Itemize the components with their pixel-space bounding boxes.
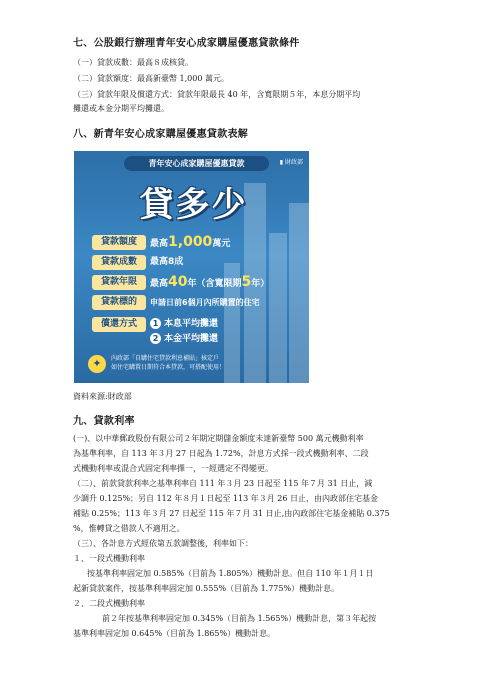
value-suffix: 年） [251, 279, 270, 289]
section7-item-3-cont: 攤還或本金分期平均攤還。 [73, 104, 169, 113]
repay-option-label: 本金平均攤還 [164, 334, 219, 344]
section7-item-2: （二）貸款額度：最高新臺幣 1,000 萬元。 [73, 74, 229, 83]
paragraph-line: 為基準利率，自 113 年３月 27 日起為 1.72%，計息方式採一段式機動利率、二段 [73, 449, 369, 458]
paragraph-line: 式機動利率或混合式固定利率擇一，一經選定不得變更。 [73, 464, 273, 473]
paragraph-line: %，惟轉貸之借款人不適用之。 [73, 524, 185, 533]
paragraph-line: （二）、前款貸款利率之基準利率自 111 年３月 23 日起至 115 年７月 31 日止，減 [73, 479, 373, 488]
info-row-value [150, 235, 230, 252]
paragraph-line: 補貼 0.25%；113 年３月 27 日起至 115 年７月 31 日止,由內政部住宅基金補貼 0.375 [73, 509, 390, 518]
infographic-title: 青年安心成家購屋優惠貸款 [124, 156, 269, 171]
repay-option [150, 317, 218, 332]
section7-item-1: （一）貸款成數：最高８成核貸。 [73, 58, 193, 67]
section7-heading: 七、公股銀行辦理青年安心成家購屋優惠貸款條件 [73, 38, 300, 49]
infographic-note [88, 353, 298, 375]
number-2-icon: 2 [150, 333, 161, 344]
paragraph-line: ２、二段式機動利率 [73, 599, 145, 608]
info-row-value [150, 275, 269, 292]
number-1-icon: 1 [150, 318, 161, 329]
value-suffix: 萬元 [212, 239, 231, 249]
lightbulb-icon: ✦ [88, 355, 106, 373]
value-highlight: 1,000 [168, 234, 213, 250]
paragraph-line: 基準利率固定加 0.645%（目前為 1.865%）機動計息。 [73, 629, 276, 638]
info-row-label: 貸款成數 [92, 255, 146, 270]
repay-option [150, 332, 218, 347]
ministry-logo-text: 財政部 [284, 159, 303, 166]
paragraph-line: (一)、以中華郵政股份有限公司２年期定期儲金額度未達新臺幣 500 萬元機動利率 [73, 434, 364, 443]
info-row-value: 申請日前6個月內所購置的住宅 [150, 298, 260, 307]
source-caption: 資料來源:財政部 [73, 392, 132, 401]
value-highlight: 5 [241, 274, 252, 290]
info-row-label: 償還方式 [92, 317, 146, 332]
info-row-value: 最高8成 [150, 257, 184, 267]
note-line-1: 內政部「自購住宅貸款利息補貼」核定戶 [111, 355, 220, 362]
building-icon: ▮ [279, 159, 284, 166]
info-row-label: 貸款年限 [92, 275, 146, 290]
value-highlight: 40 [168, 274, 188, 290]
note-line-2: 如住宅購置日期符合本貸款，可搭配使用！ [111, 364, 226, 371]
info-row-label: 貸款標的 [92, 295, 146, 310]
loan-infographic [74, 151, 309, 383]
paragraph-line: 前２年按基準利率固定加 0.345%（目前為 1.565%）機動計息，第３年起按 [102, 614, 377, 623]
infographic-big-text: 貸多少 [139, 185, 248, 225]
value-prefix: 最高 [150, 239, 169, 249]
ministry-logo [280, 157, 303, 166]
paragraph-line: 起新貸款案件，按基準利率固定加 0.555%（目前為 1.775%）機動計息。 [73, 584, 340, 593]
paragraph-line: （三）、各計息方式經依第五款調整後，利率如下： [73, 539, 253, 548]
section8-heading: 八、新青年安心成家購屋優惠貸款表解 [73, 129, 249, 140]
value-suffix: 年（含寬限期 [187, 279, 242, 289]
value-prefix: 最高 [150, 279, 169, 289]
section7-item-3: （三）貸款年限及償還方式：貸款年限最長 40 年，含寬限期５年，本息分期平均 [73, 90, 361, 99]
paragraph-line: １、一段式機動利率 [73, 554, 145, 563]
paragraph-line: 少調升 0.125%；另自 112 年８月１日起至 113 年３月 26 日止，由內政部住宅基金 [73, 494, 379, 503]
section9-heading: 九、貸款利率 [73, 416, 135, 427]
info-row-label: 貸款額度 [92, 235, 146, 250]
paragraph-line: 按基準利率固定加 0.585%（目前為 1.805%）機動計息。但自 110 年１月１日 [87, 569, 374, 578]
repay-option-label: 本息平均攤還 [164, 319, 219, 329]
